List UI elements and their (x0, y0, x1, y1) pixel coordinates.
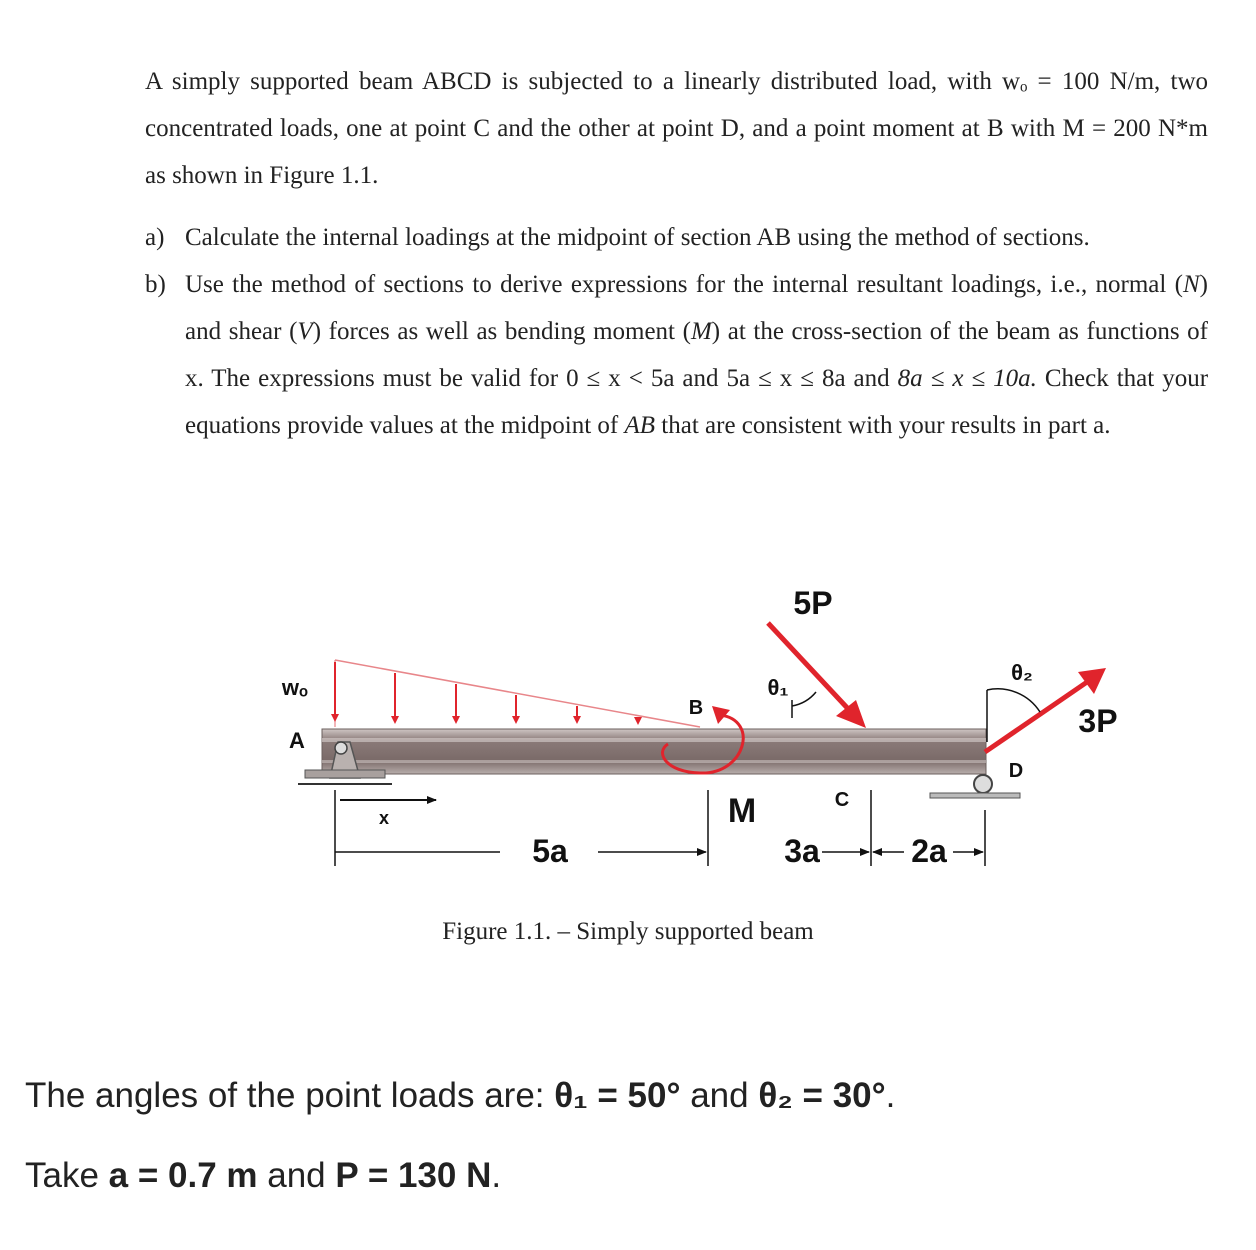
beam-flange-top (322, 738, 986, 742)
beam-figure (0, 570, 1256, 900)
label-dim-2a: 2a (911, 833, 947, 869)
label-b: B (688, 697, 704, 719)
part-a (145, 214, 1208, 261)
label-3p: 3P (1078, 703, 1118, 739)
problem-intro (145, 58, 1208, 199)
distributed-load (335, 660, 700, 727)
label-m: M (727, 792, 757, 830)
theta2-arc (987, 689, 1040, 712)
label-dim-5a: 5a (532, 833, 568, 869)
label-x: x (378, 808, 390, 828)
theta2-symbol: θ₂ (758, 1076, 793, 1115)
angles-line: The angles of the point loads are: θ₁ = 50° and θ₂ = 30°. (25, 1076, 896, 1115)
figure-caption: Figure 1.1. – Simply supported beam (442, 918, 814, 945)
roller-support-d (930, 775, 1020, 798)
label-theta1: θ₁ (767, 675, 789, 700)
label-wo: wₒ (281, 675, 309, 700)
part-b-text: Use the method of sections to derive expressions for the internal resultant loadings, i.e., normal (N) and shear (V) forces as well as bending moment (M) at the cross-section of the beam as functions of x. The expressions must be valid for 0 ≤ x < 5a and 5a ≤ x ≤ 8a and 8a ≤ x ≤ 10a. Check that your equations provide values at the midpoint of AB that are consistent with your results in part a. (185, 271, 1209, 439)
intro-text: A simply supported beam ABCD is subjected to a linearly distributed load, with wₒ = 100 N/m, two concentrated loads, one at point C and the other at point D, and a point moment at B with M = 200 N*m as shown in Figure 1.1. (145, 68, 1208, 189)
part-b-label: b) (145, 271, 166, 298)
part-b (145, 261, 1208, 449)
part-a-label: a) (145, 224, 165, 251)
moment-arrowhead (712, 706, 730, 724)
label-5p: 5P (793, 585, 833, 621)
load-3p-arrow-shaft (985, 680, 1090, 752)
label-d: D (1008, 760, 1024, 782)
theta1-symbol: θ₁ (554, 1076, 588, 1115)
theta1-arc (792, 692, 816, 706)
dimension-lines (335, 790, 985, 866)
take-line: Take a = 0.7 m and P = 130 N. (25, 1156, 502, 1195)
beam-flange-bottom (322, 760, 986, 763)
label-theta2: θ₂ (1011, 660, 1033, 685)
label-a: A (289, 728, 305, 753)
part-a-text: Calculate the internal loadings at the midpoint of section AB using the method of sections. (185, 224, 1090, 251)
label-dim-3a: 3a (784, 833, 820, 869)
beam (322, 729, 986, 774)
label-c: C (834, 789, 850, 811)
load-3p-arrowhead (1078, 668, 1106, 694)
load-envelope-line (335, 660, 700, 727)
load-arrows (335, 662, 638, 723)
